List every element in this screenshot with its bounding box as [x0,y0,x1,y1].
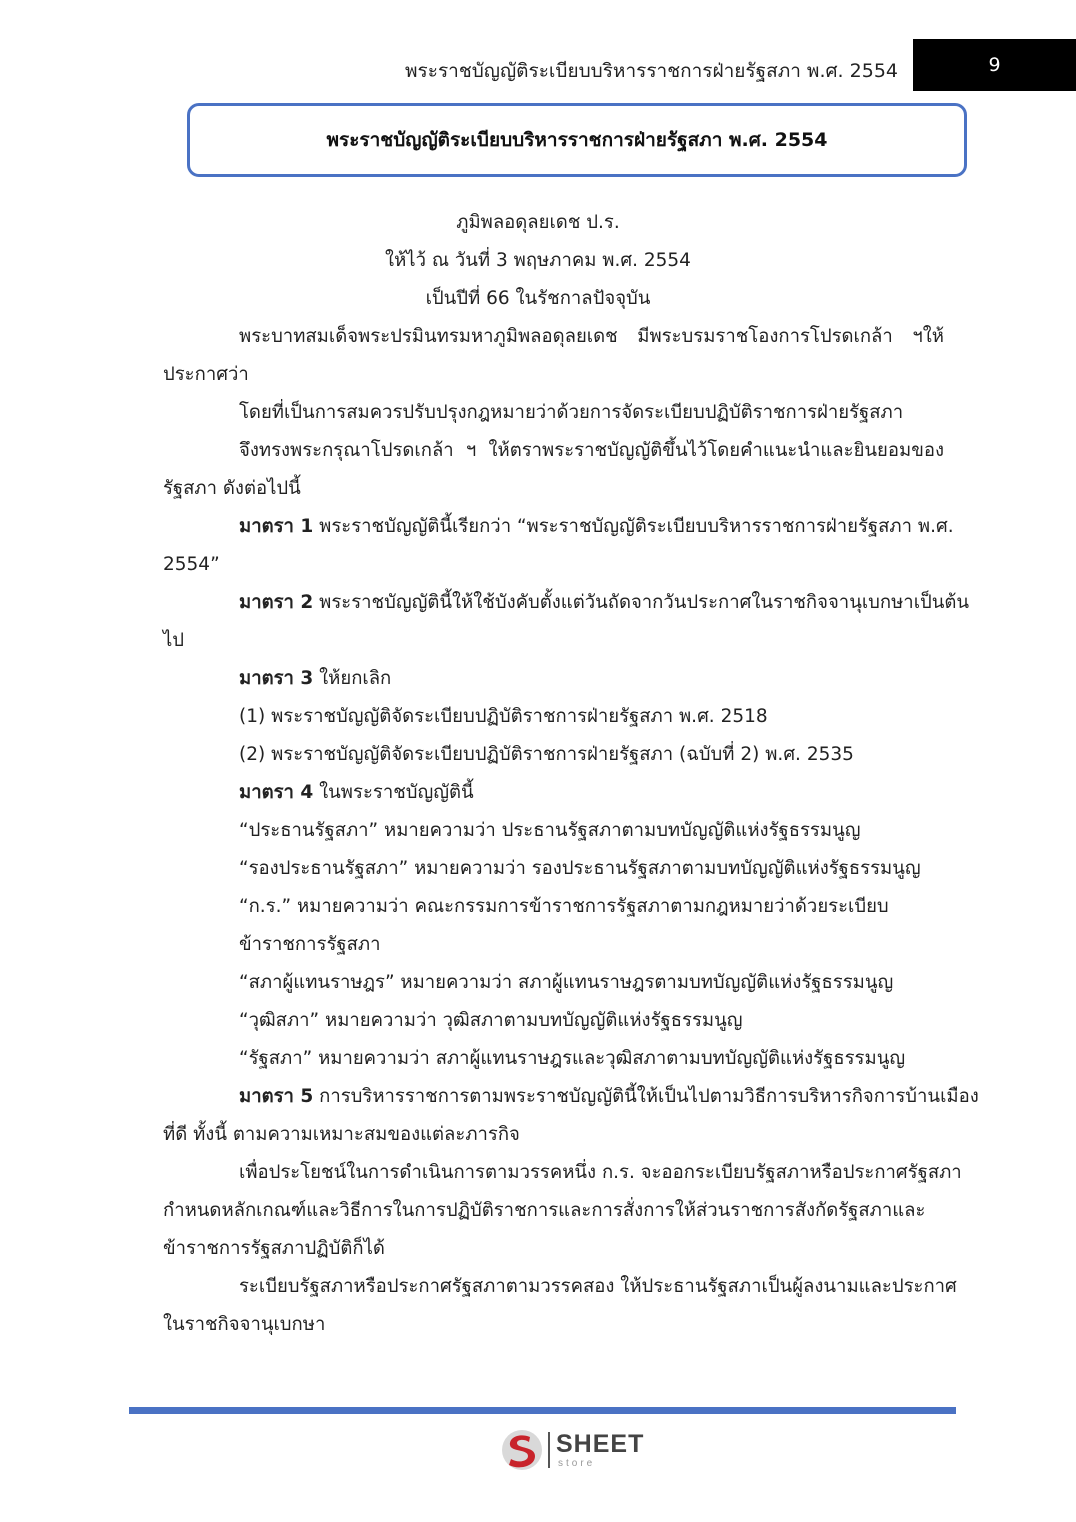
definition-item: “ก.ร.” หมายความว่า คณะกรรมการข้าราชการรัฐสภาตามกฎหมายว่าด้วยระเบียบ [239,896,889,917]
reign-year: เป็นปีที่ 66 ในรัชกาลปัจจุบัน [425,288,651,309]
sheet-store-logo [500,1428,650,1472]
definition-item: “รองประธานรัฐสภา” หมายความว่า รองประธานรัฐสภาตามบทบัญญัติแห่งรัฐธรรมนูญ [239,858,921,879]
section-1-line [239,515,954,539]
section-3-line [239,667,391,691]
section-4-line [239,781,474,805]
section-4-text: ในพระราชบัญญัตินี้ [313,782,474,803]
section-2-text: พระราชบัญญัตินี้ให้ใช้บังคับตั้งแต่วันถัดจากวันประกาศในราชกิจจานุเบกษาเป็นต้น [313,592,970,613]
royal-signature: ภูมิพลอดุลยเดช ป.ร. [456,212,620,233]
section-2-line [239,591,970,615]
paragraph-line: ในราชกิจจานุเบกษา [163,1314,326,1335]
definition-item: “วุฒิสภา” หมายความว่า วุฒิสภาตามบทบัญญัติแห่งรัฐธรรมนูญ [239,1010,743,1031]
section-2-label: มาตรา 2 [239,592,314,613]
paragraph-line: จึงทรงพระกรุณาโปรดเกล้า ฯ ให้ตราพระราชบัญญัติขึ้นไว้โดยคำแนะนำและยินยอมของ [239,440,944,461]
section-4-label: มาตรา 4 [239,782,314,803]
definition-item: “สภาผู้แทนราษฎร” หมายความว่า สภาผู้แทนราษฎรตามบทบัญญัติแห่งรัฐธรรมนูญ [239,972,894,993]
sheet-store-logo-icon [500,1428,544,1472]
repeal-item: (2) พระราชบัญญัติจัดระเบียบปฏิบัติราชการฝ่ายรัฐสภา (ฉบับที่ 2) พ.ศ. 2535 [239,744,854,765]
paragraph-line: ระเบียบรัฐสภาหรือประกาศรัฐสภาตามวรรคสอง ให้ประธานรัฐสภาเป็นผู้ลงนามและประกาศ [239,1276,957,1297]
section-1-text: พระราชบัญญัตินี้เรียกว่า “พระราชบัญญัติระเบียบบริหารราชการฝ่ายรัฐสภา พ.ศ. [313,516,954,537]
paragraph-line: ข้าราชการรัฐสภาปฏิบัติก็ได้ [163,1238,385,1259]
logo-subtext: store [558,1458,596,1469]
title-box [187,103,967,177]
section-3-label: มาตรา 3 [239,668,314,689]
logo-separator [548,1432,550,1468]
definition-item: “ประธานรัฐสภา” หมายความว่า ประธานรัฐสภาตามบทบัญญัติแห่งรัฐธรรมนูญ [239,820,861,841]
repeal-item: (1) พระราชบัญญัติจัดระเบียบปฏิบัติราชการฝ่ายรัฐสภา พ.ศ. 2518 [239,706,768,727]
page-number: 9 [988,54,1001,76]
paragraph-line: รัฐสภา ดังต่อไปนี้ [163,478,301,499]
section-5-line [239,1085,979,1109]
definition-item: “รัฐสภา” หมายความว่า สภาผู้แทนราษฎรและวุฒิสภาตามบทบัญญัติแห่งรัฐธรรมนูญ [239,1048,906,1069]
paragraph-line: กำหนดหลักเกณฑ์และวิธีการในการปฏิบัติราชการและการสั่งการให้ส่วนราชการสังกัดรัฐสภาและ [163,1200,926,1221]
paragraph-line: ที่ดี ทั้งนี้ ตามความเหมาะสมของแต่ละภารกิจ [163,1124,520,1145]
paragraph-line: โดยที่เป็นการสมควรปรับปรุงกฎหมายว่าด้วยการจัดระเบียบปฏิบัติราชการฝ่ายรัฐสภา [239,402,904,423]
logo-wordmark: SHEET [556,1430,645,1458]
running-header-title: พระราชบัญญัติระเบียบบริหารราชการฝ่ายรัฐสภา พ.ศ. 2554 [405,60,898,82]
paragraph-line: เพื่อประโยชน์ในการดำเนินการตามวรรคหนึ่ง ก.ร. จะออกระเบียบรัฐสภาหรือประกาศรัฐสภา [239,1162,962,1183]
section-5-label: มาตรา 5 [239,1086,314,1107]
page-number-box [913,39,1076,91]
footer-rule [129,1407,956,1414]
section-5-text: การบริหารราชการตามพระราชบัญญัตินี้ให้เป็นไปตามวิธีการบริหารกิจการบ้านเมือง [313,1086,979,1107]
paragraph-line: พระบาทสมเด็จพระปรมินทรมหาภูมิพลอดุลยเดช มีพระบรมราชโองการโปรดเกล้า ฯให้ [239,326,944,347]
paragraph-line: ไป [163,630,185,651]
paragraph-line: 2554” [163,554,220,575]
section-1-label: มาตรา 1 [239,516,314,537]
section-3-text: ให้ยกเลิก [313,668,392,689]
document-title: พระราชบัญญัติระเบียบบริหารราชการฝ่ายรัฐสภา พ.ศ. 2554 [326,129,828,151]
paragraph-line: ประกาศว่า [163,364,249,385]
definition-item: ข้าราชการรัฐสภา [239,934,381,955]
given-date: ให้ไว้ ณ วันที่ 3 พฤษภาคม พ.ศ. 2554 [385,250,691,271]
